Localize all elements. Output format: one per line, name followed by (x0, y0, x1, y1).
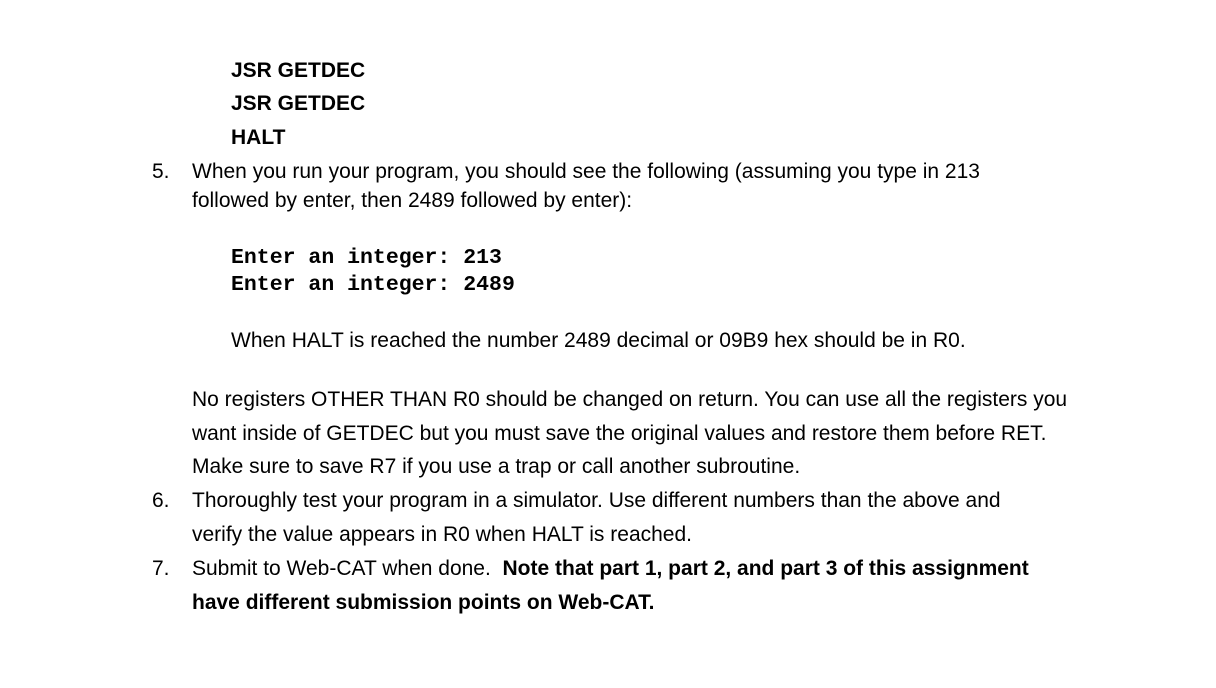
step-6-number: 6. (152, 489, 170, 512)
step-6-text-line-1: Thoroughly test your program in a simulator. Use different numbers than the above and (192, 489, 1001, 512)
console-output-line-1: Enter an integer: 213 (231, 246, 502, 270)
console-output-line-2: Enter an integer: 2489 (231, 273, 515, 297)
halt-note: When HALT is reached the number 2489 decimal or 09B9 hex should be in R0. (231, 329, 966, 352)
code-line-2: JSR GETDEC (231, 92, 366, 115)
step-6-text-line-2: verify the value appears in R0 when HALT is reached. (192, 523, 692, 546)
code-line-1: JSR GETDEC (231, 59, 366, 82)
registers-note-line-1: No registers OTHER THAN R0 should be changed on return. You can use all the registers you (192, 388, 1068, 411)
step-7-bold-text: Note that part 1, part 2, and part 3 of this assignment (502, 557, 1029, 580)
registers-note-line-2: want inside of GETDEC but you must save the original values and restore them before RET. (192, 422, 1047, 445)
step-7-text-line-1 (192, 556, 1029, 582)
code-line-3: HALT (231, 126, 286, 149)
step-5-text-line-1: When you run your program, you should see the following (assuming you type in 213 (192, 160, 980, 183)
step-7-number: 7. (152, 557, 170, 580)
step-5-text-line-2: followed by enter, then 2489 followed by enter): (192, 189, 633, 212)
step-7-plain-text: Submit to Web-CAT when done. (192, 557, 503, 580)
step-5-number: 5. (152, 160, 170, 183)
registers-note-line-3: Make sure to save R7 if you use a trap or call another subroutine. (192, 455, 801, 478)
step-7-text-line-2: have different submission points on Web-CAT. (192, 591, 655, 614)
